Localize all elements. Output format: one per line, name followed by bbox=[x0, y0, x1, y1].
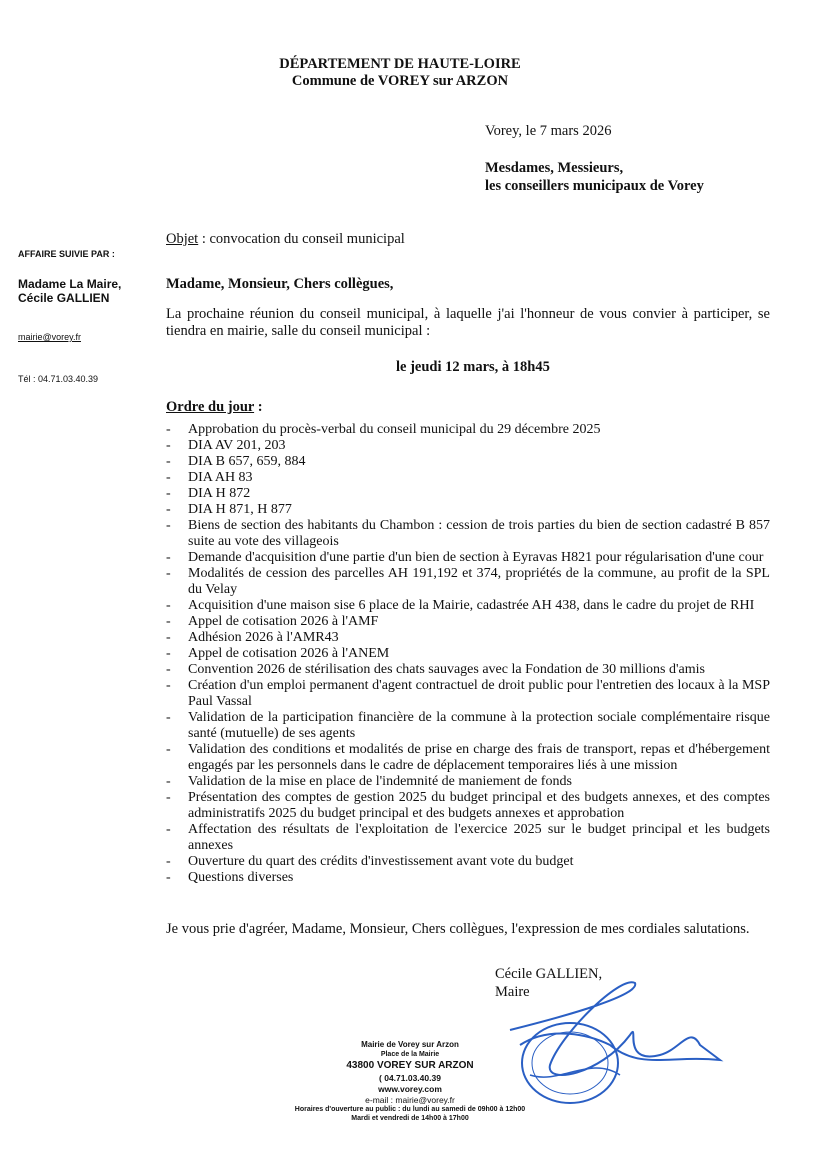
contact-email-link[interactable]: mairie@vorey.fr bbox=[18, 332, 81, 342]
footer-website[interactable]: www.vorey.com bbox=[378, 1084, 442, 1094]
footer-line3: 43800 VOREY SUR ARZON bbox=[346, 1060, 474, 1071]
agenda-item: - Approbation du procès-verbal du conseil municipal du 29 décembre 2025 bbox=[166, 422, 770, 438]
agenda-item: - DIA B 657, 659, 884 bbox=[166, 454, 770, 470]
affaire-label: AFFAIRE SUIVIE PAR : bbox=[18, 249, 115, 259]
agenda-item: - DIA AH 83 bbox=[166, 470, 770, 486]
commune-title: Commune de VOREY sur ARZON bbox=[291, 73, 509, 89]
agenda-item: - Appel de cotisation 2026 à l'ANEM bbox=[166, 646, 770, 662]
agenda-title-text: Ordre du jour bbox=[166, 399, 255, 415]
intro-paragraph: La prochaine réunion du conseil municipal, à laquelle j'ai l'honneur de vous convier à participer, se tiendra en mairie, salle du conseil municipal : bbox=[166, 306, 770, 339]
object-line bbox=[166, 231, 405, 248]
agenda-title-suffix: : bbox=[254, 399, 263, 415]
agenda-item: - Présentation des comptes de gestion 2025 du budget principal et des budgets annexes, et des comptes administratifs 2025 du budget principal et des budgets annexes et approbation bbox=[166, 790, 770, 822]
object-label: Objet bbox=[166, 231, 199, 247]
footer-phone: ( 04.71.03.40.39 bbox=[379, 1073, 441, 1083]
footer-line2: Place de la Mairie bbox=[380, 1051, 440, 1058]
greeting: Madame, Monsieur, Chers collègues, bbox=[166, 276, 394, 292]
agenda-item: - Appel de cotisation 2026 à l'AMF bbox=[166, 614, 770, 630]
agenda-list bbox=[166, 422, 770, 886]
agenda-item: - Validation des conditions et modalités de prise en charge des frais de transport, repas et d'hébergement engagés par les personnels dans le cadre de déplacement temporaires liés à une mission bbox=[166, 742, 770, 774]
recipients-line2: les conseillers municipaux de Vorey bbox=[485, 178, 704, 194]
footer-email[interactable]: e-mail : mairie@vorey.fr bbox=[365, 1095, 455, 1105]
closing-paragraph: Je vous prie d'agréer, Madame, Monsieur, Chers collègues, l'expression de mes cordiales salutations. bbox=[166, 921, 750, 937]
footer-hours2: Mardi et vendredi de 14h00 à 17h00 bbox=[351, 1115, 469, 1122]
agenda-item: - DIA H 871, H 877 bbox=[166, 502, 770, 518]
agenda-item: - Modalités de cession des parcelles AH 191,192 et 374, propriétés de la commune, au profit de la SPL du Velay bbox=[166, 566, 770, 598]
signatory-name: Cécile GALLIEN, bbox=[495, 966, 603, 982]
footer-line1: Mairie de Vorey sur Arzon bbox=[361, 1040, 459, 1049]
object-text: : convocation du conseil municipal bbox=[198, 231, 405, 247]
signatory-title: Maire bbox=[495, 984, 530, 1000]
agenda-item: - Adhésion 2026 à l'AMR43 bbox=[166, 630, 770, 646]
agenda-item: - Convention 2026 de stérilisation des chats sauvages avec la Fondation de 30 millions d'amis bbox=[166, 662, 770, 678]
footer-hours1: Horaires d'ouverture au public : du lundi au samedi de 09h00 à 12h00 bbox=[294, 1106, 526, 1113]
agenda-item: - DIA AV 201, 203 bbox=[166, 438, 770, 454]
agenda-item: - Affectation des résultats de l'exploitation de l'exercice 2025 sur le budget principal et les budgets annexes bbox=[166, 822, 770, 854]
department-title: DÉPARTEMENT DE HAUTE-LOIRE bbox=[279, 56, 521, 72]
date-line: Vorey, le 7 mars 2026 bbox=[485, 123, 612, 139]
agenda-item: - Demande d'acquisition d'une partie d'un bien de section à Eyravas H821 pour régularisation d'une cour bbox=[166, 550, 770, 566]
agenda-item: - Validation de la mise en place de l'indemnité de maniement de fonds bbox=[166, 774, 770, 790]
agenda-item: - Biens de section des habitants du Chambon : cession de trois parties du bien de section cadastré B 857 suite au vote des villageois bbox=[166, 518, 770, 550]
agenda-item: - DIA H 872 bbox=[166, 486, 770, 502]
contact-name-line2: Cécile GALLIEN bbox=[18, 291, 110, 305]
contact-phone: Tél : 04.71.03.40.39 bbox=[18, 374, 99, 384]
agenda-item: - Questions diverses bbox=[166, 870, 770, 886]
agenda-title bbox=[166, 399, 263, 416]
recipients-line1: Mesdames, Messieurs, bbox=[485, 160, 624, 176]
meeting-date: le jeudi 12 mars, à 18h45 bbox=[396, 359, 550, 375]
agenda-item: - Acquisition d'une maison sise 6 place de la Mairie, cadastrée AH 438, dans le cadre du projet de RHI bbox=[166, 598, 770, 614]
agenda-item: - Création d'un emploi permanent d'agent contractuel de droit public pour l'entretien des locaux à la MSP Paul Vassal bbox=[166, 678, 770, 710]
contact-name-line1: Madame La Maire, bbox=[18, 277, 122, 291]
agenda-item: - Ouverture du quart des crédits d'investissement avant vote du budget bbox=[166, 854, 770, 870]
agenda-item: - Validation de la participation financière de la commune à la protection sociale complémentaire risque santé (mutuelle) de ses agents bbox=[166, 710, 770, 742]
